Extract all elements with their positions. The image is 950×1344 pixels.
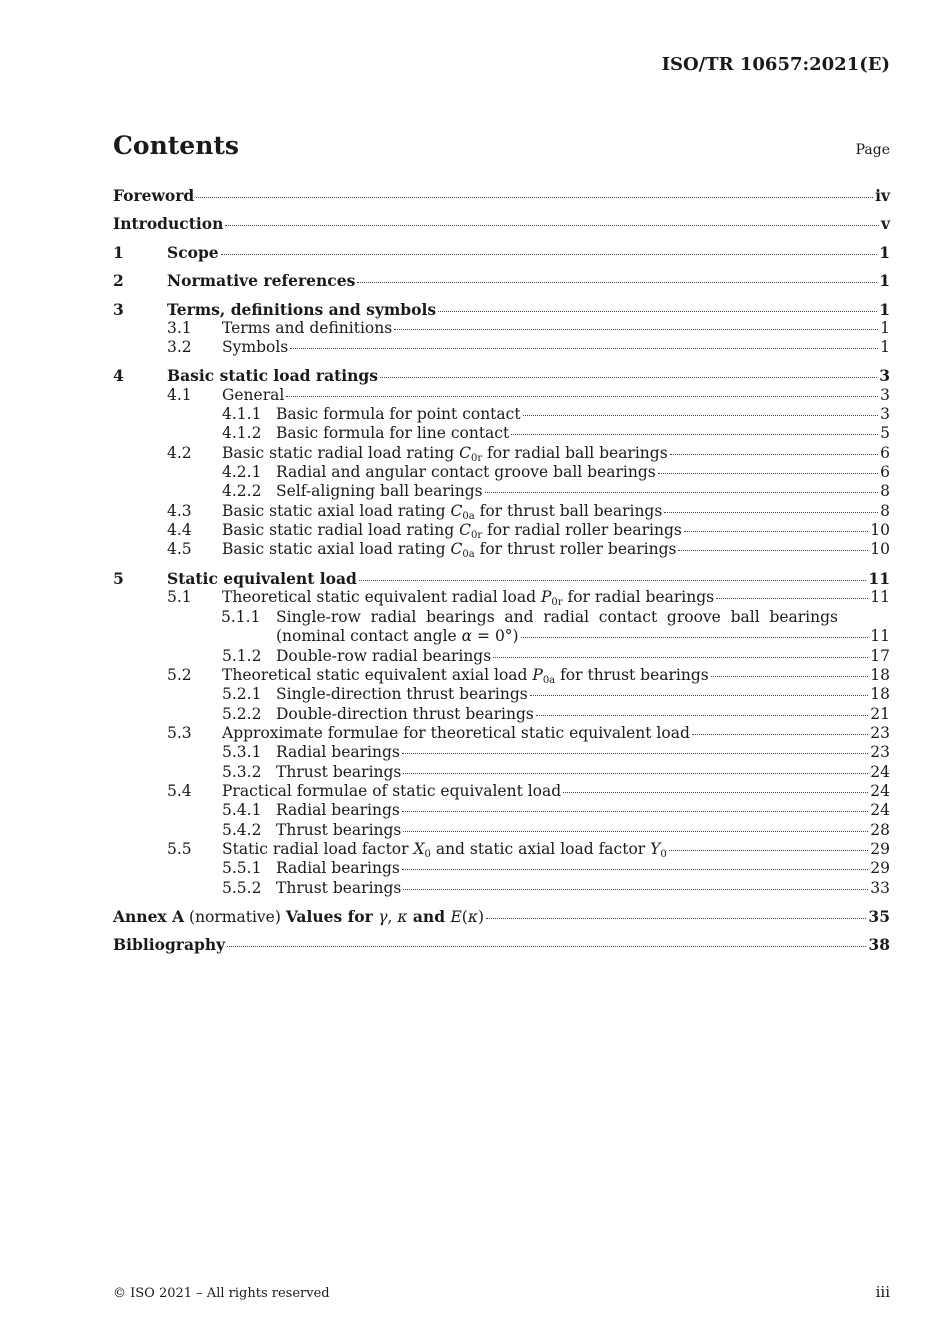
toc-entry-5-5-1[interactable]: 5.5.1 Radial bearings 29 [222,859,890,877]
toc-entry-3-1[interactable]: 3.1 Terms and definitions 1 [167,319,890,337]
toc-entry-5-5-2[interactable]: 5.5.2 Thrust bearings 33 [222,879,890,897]
toc-entry-5-4-2[interactable]: 5.4.2 Thrust bearings 28 [222,821,890,839]
toc-entry-5-4[interactable]: 5.4 Practical formulae of static equivalent load 24 [167,782,890,800]
toc-entry-5-5[interactable]: 5.5 Static radial load factor $X_0$ and static axial load factor $Y_0$ 29 [167,840,890,860]
toc-entry-3[interactable]: 3 Terms, definitions and symbols 1 [113,300,890,319]
toc-entry-4-1-1[interactable]: 4.1.1 Basic formula for point contact 3 [222,405,890,423]
page-title: Contents [113,131,240,160]
toc-entry-4-1-2[interactable]: 4.1.2 Basic formula for line contact 5 [222,424,890,442]
toc-entry-introduction[interactable]: Introduction v [113,214,890,233]
toc-entry-4-1[interactable]: 4.1 General 3 [167,386,890,404]
toc-entry-1[interactable]: 1 Scope 1 [113,243,890,262]
toc-entry-5[interactable]: 5 Static equivalent load 11 [113,569,890,588]
document-id: ISO/TR 10657:2021(E) [661,54,890,75]
toc-entry-5-3[interactable]: 5.3 Approximate formulae for theoretical static equivalent load 23 [167,724,890,742]
copyright-notice: © ISO 2021 – All rights reserved [113,1286,330,1301]
toc-entry-4-2[interactable]: 4.2 Basic static radial load rating $C_{0r}$ for radial ball bearings 6 [167,444,890,464]
toc-entry-5-2[interactable]: 5.2 Theoretical static equivalent axial load $P_{0a}$ for thrust bearings 18 [167,666,890,686]
toc-entry-5-3-1[interactable]: 5.3.1 Radial bearings 23 [222,743,890,761]
toc-entry-5-1-2[interactable]: 5.1.2 Double-row radial bearings 17 [222,647,890,665]
toc-entry-4[interactable]: 4 Basic static load ratings 3 [113,366,890,385]
toc-entry-4-5[interactable]: 4.5 Basic static axial load rating $C_{0a}$ for thrust roller bearings 10 [167,540,890,560]
toc-entry-5-1-1-line2: (nominal contact angle α = 0°) 11 [276,627,890,645]
toc-entry-foreword[interactable]: Foreword iv [113,186,890,205]
toc-entry-4-2-2[interactable]: 4.2.2 Self-aligning ball bearings 8 [222,482,890,500]
toc-entry-5-2-1[interactable]: 5.2.1 Single-direction thrust bearings 18 [222,685,890,703]
toc-entry-5-1-1[interactable]: 5.1.1 Single-row radial bearings and radial contact groove ball bearings (nominal contact angle α = 0°) 11 [221,608,890,645]
toc-entry-4-2-1[interactable]: 4.2.1 Radial and angular contact groove ball bearings 6 [222,463,890,481]
toc-entry-2[interactable]: 2 Normative references 1 [113,271,890,290]
toc-entry-4-4[interactable]: 4.4 Basic static radial load rating $C_{0r}$ for radial roller bearings 10 [167,521,890,541]
toc-entry-5-2-2[interactable]: 5.2.2 Double-direction thrust bearings 21 [222,705,890,723]
toc-entry-5-1-1-line1: Single-row radial bearings and radial contact groove ball bearings [276,608,838,626]
toc-entry-4-3[interactable]: 4.3 Basic static axial load rating $C_{0a}$ for thrust ball bearings 8 [167,502,890,522]
page-column-label: Page [855,142,890,158]
page-number: iii [875,1283,890,1301]
toc-entry-5-4-1[interactable]: 5.4.1 Radial bearings 24 [222,801,890,819]
toc-entry-3-2[interactable]: 3.2 Symbols 1 [167,338,890,356]
toc-entry-annex-a[interactable]: Annex A (normative) Values for γ, κ and E(κ) 35 [113,907,890,926]
toc-entry-bibliography[interactable]: Bibliography 38 [113,935,890,954]
toc-entry-5-3-2[interactable]: 5.3.2 Thrust bearings 24 [222,763,890,781]
toc-entry-5-1[interactable]: 5.1 Theoretical static equivalent radial load $P_{0r}$ for radial bearings 11 [167,588,890,608]
